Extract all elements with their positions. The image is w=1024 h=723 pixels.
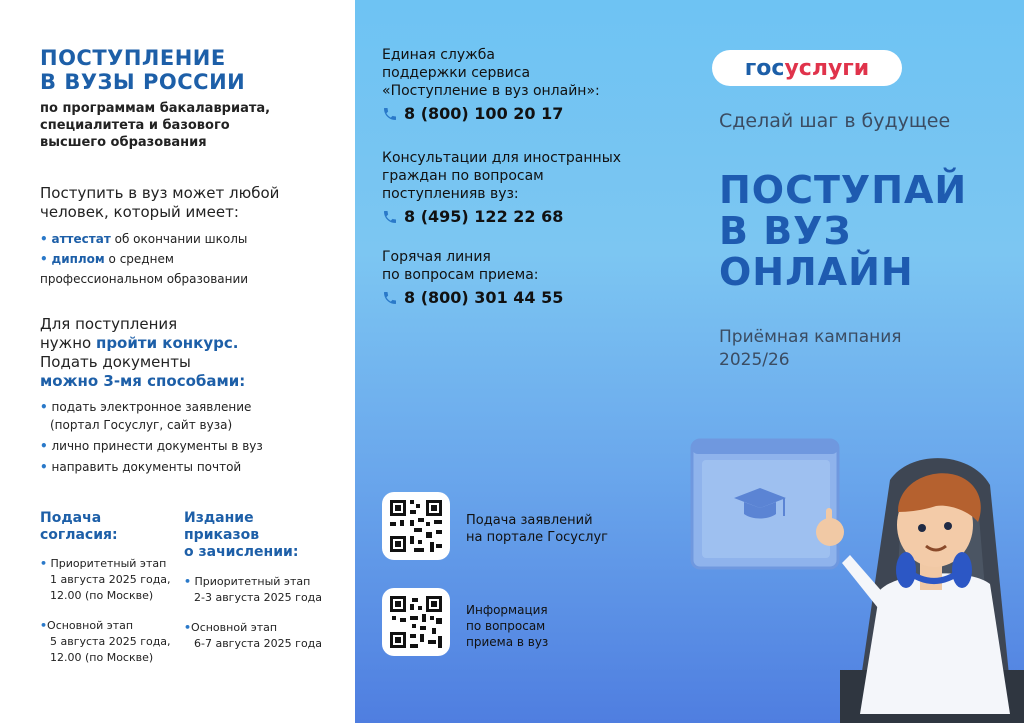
headline-line: В ВУЗ (719, 209, 852, 253)
stage-date: 5 августа 2025 года, (50, 635, 171, 648)
phone-number[interactable]: 8 (495) 122 22 68 (404, 207, 564, 226)
admission-highlight: можно 3-мя способами: (40, 372, 246, 390)
way-text: лично принести документы в вуз (51, 439, 263, 453)
qr-label-line: по вопросам (466, 619, 546, 633)
stage-name: Приоритетный этап (194, 575, 311, 588)
headline (719, 170, 967, 293)
browser-window-icon (692, 440, 838, 568)
list-item (40, 437, 340, 455)
qr-label-line: Информация (466, 603, 548, 617)
contact-title-line: Консультации для иностранных (382, 150, 622, 166)
bullet-icon: • (40, 400, 48, 414)
title-line-1: ПОСТУПЛЕНИЕ (40, 46, 226, 70)
subtitle-line: специалитета и базового (40, 118, 230, 133)
admission-text-a: нужно (40, 334, 96, 352)
req-keyword: диплом (51, 252, 105, 266)
contact-foreign (382, 149, 621, 226)
req-keyword: аттестат (51, 232, 111, 246)
consent-priority (40, 556, 180, 604)
qr-label-line: на портале Госуслуг (466, 530, 608, 545)
req-text: о среднем (104, 252, 174, 266)
phone-link[interactable] (382, 207, 621, 226)
headline-line: ПОСТУПАЙ (719, 168, 968, 212)
phone-icon (382, 290, 398, 306)
phone-number[interactable]: 8 (800) 301 44 55 (404, 288, 564, 307)
contact-title-line: по вопросам приема: (382, 267, 539, 283)
orders-title-line: приказов (184, 527, 260, 543)
phone-number[interactable]: 8 (800) 100 20 17 (404, 104, 564, 123)
contact-support (382, 46, 600, 123)
orders-title (184, 510, 298, 561)
contact-hotline (382, 248, 563, 307)
list-item (40, 250, 340, 268)
orders-main (184, 620, 349, 652)
subtitle (40, 100, 270, 151)
phone-link[interactable] (382, 288, 563, 307)
contact-title-line: «Поступление в вуз онлайн»: (382, 83, 600, 99)
bullet-icon: • (40, 619, 48, 632)
bullet-icon: • (184, 575, 192, 588)
phone-link[interactable] (382, 104, 600, 123)
consent-title (40, 510, 118, 544)
student-illustration (680, 420, 1024, 723)
stage-date: 6-7 августа 2025 года (194, 637, 323, 650)
way-text: направить документы почтой (51, 460, 242, 474)
intro-line: человек, который имеет: (40, 203, 239, 221)
admission-line: Для поступления (40, 315, 178, 333)
way-text: (портал Госуслуг, сайт вуза) (50, 418, 233, 432)
logo-part: услуги (784, 55, 870, 81)
tagline: Сделай шаг в будущее (719, 110, 951, 132)
consent-main (40, 618, 180, 666)
contact-title-line: граждан по вопросам (382, 168, 544, 184)
stage-date: 1 августа 2025 года, (50, 573, 171, 586)
qr-label-applications (466, 512, 608, 546)
qr-code-icon (382, 588, 450, 656)
phone-icon (382, 209, 398, 225)
contact-title-line: Горячая линия (382, 249, 491, 265)
ways-list (40, 398, 340, 476)
headline-line: ОНЛАЙН (719, 250, 914, 294)
page-title (40, 46, 245, 94)
qr-code-icon (382, 492, 450, 560)
stage-time: 12.00 (по Москве) (50, 589, 154, 602)
list-item (40, 458, 340, 476)
intro-text (40, 184, 279, 222)
stage-name: Основной этап (47, 619, 134, 632)
stage-time: 12.00 (по Москве) (50, 651, 154, 664)
bullet-icon: • (40, 439, 48, 453)
bullet-icon: • (184, 621, 192, 634)
admission-text (40, 315, 245, 391)
bullet-icon: • (40, 232, 48, 246)
qr-label-info (466, 602, 548, 650)
stage-name: Приоритетный этап (50, 557, 167, 570)
admission-line: Подать документы (40, 353, 191, 371)
contact-title-line: Единая служба (382, 47, 495, 63)
list-item (40, 230, 340, 248)
qr-code-applications[interactable] (382, 492, 450, 560)
admission-highlight: пройти конкурс. (95, 334, 239, 352)
bullet-icon: • (40, 460, 48, 474)
orders-priority (184, 574, 349, 606)
req-text: профессиональном образовании (40, 272, 249, 286)
qr-label-line: Подача заявлений (466, 513, 593, 528)
campaign-line: Приёмная кампания (719, 327, 902, 347)
contact-title-line: поддержки сервиса (382, 65, 531, 81)
orders-title-line: Издание (184, 510, 254, 526)
consent-title-line: согласия: (40, 527, 118, 543)
title-line-2: В ВУЗЫ РОССИИ (40, 70, 246, 94)
logo-part: гос (744, 55, 785, 81)
list-item (40, 398, 340, 416)
phone-icon (382, 106, 398, 122)
qr-label-line: приема в вуз (466, 635, 549, 649)
req-text: об окончании школы (110, 232, 248, 246)
way-text: подать электронное заявление (51, 400, 252, 414)
qr-code-info[interactable] (382, 588, 450, 656)
requirements-list (40, 230, 340, 288)
admission-line (40, 334, 245, 353)
campaign-line: 2025/26 (719, 350, 790, 370)
subtitle-line: по программам бакалавриата, (40, 101, 271, 116)
campaign-info (719, 326, 902, 372)
orders-title-line: о зачислении: (184, 544, 299, 560)
intro-line: Поступить в вуз может любой (40, 184, 280, 202)
left-panel (0, 0, 355, 723)
contact-title-line: поступленияв вуз: (382, 186, 519, 202)
bullet-icon: • (40, 252, 48, 266)
stage-date: 2-3 августа 2025 года (194, 591, 323, 604)
subtitle-line: высшего образования (40, 135, 207, 150)
stage-name: Основной этап (191, 621, 278, 634)
gosuslugi-logo (712, 50, 902, 86)
consent-title-line: Подача (40, 510, 102, 526)
bullet-icon: • (40, 557, 48, 570)
